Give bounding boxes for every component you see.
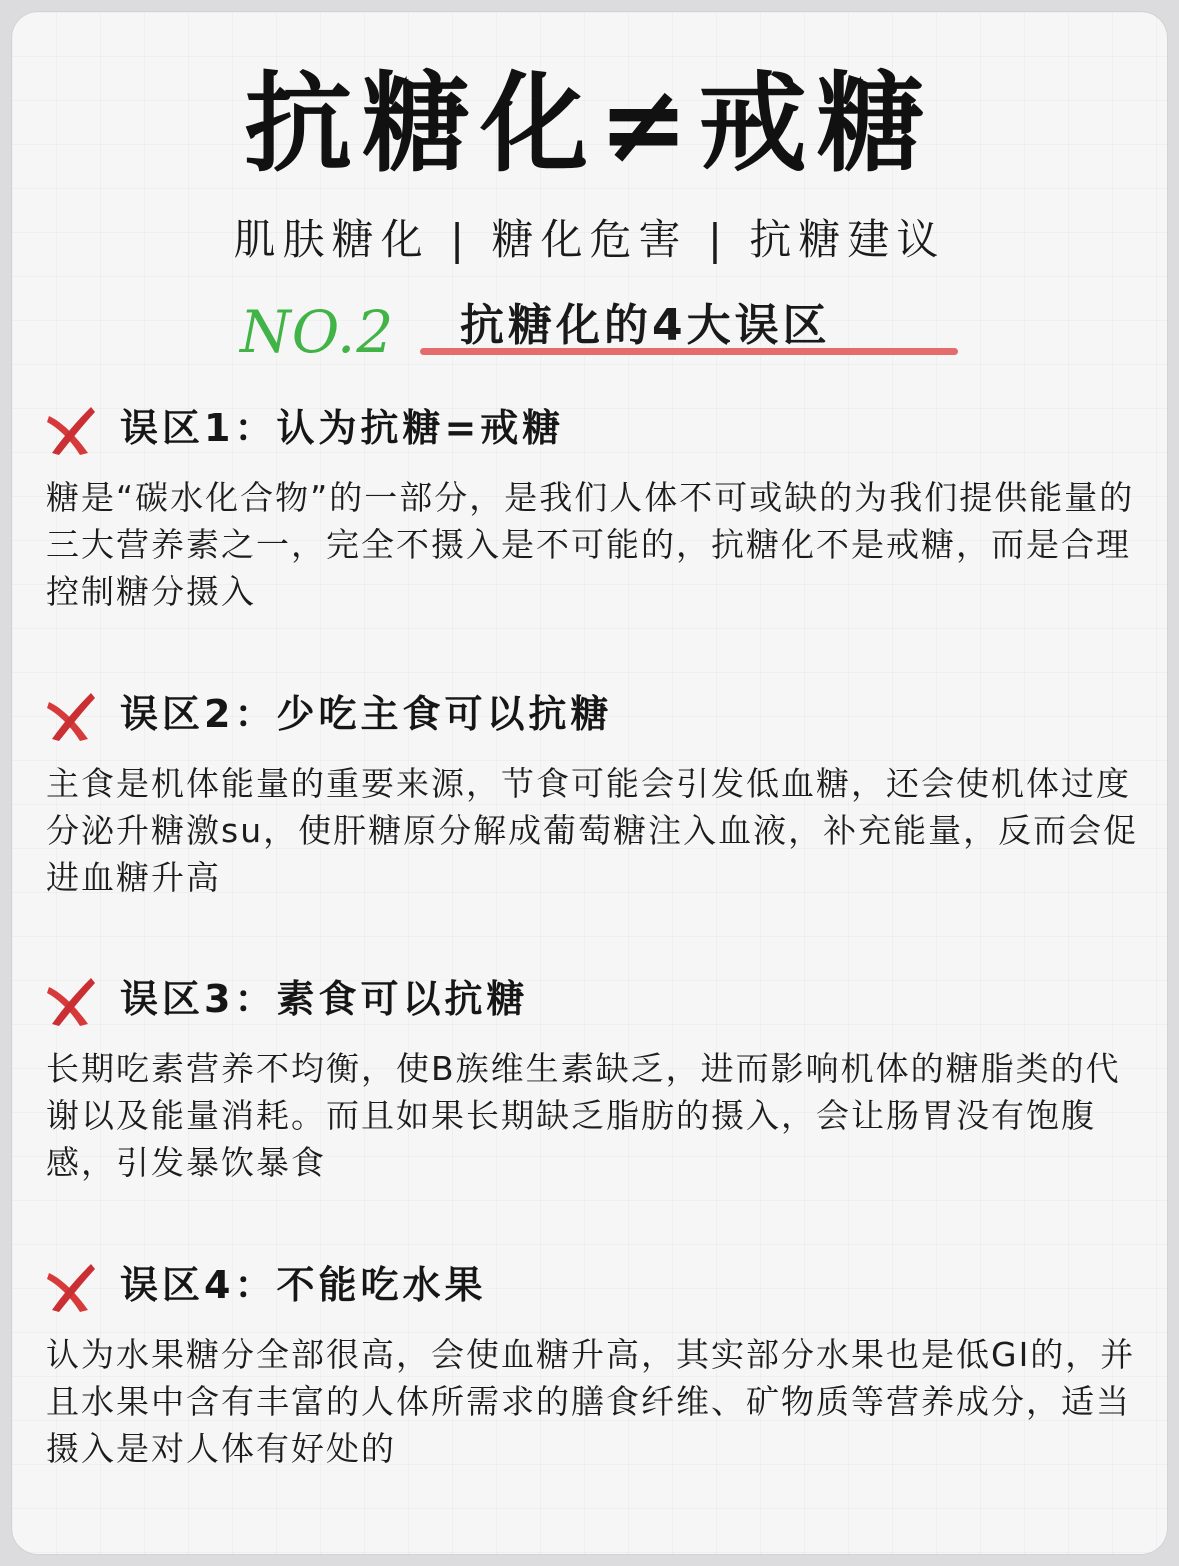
red-x-icon (44, 404, 96, 456)
myth-section-1 (42, 398, 1142, 615)
myth-header (42, 684, 1142, 744)
red-x-icon (44, 1261, 96, 1313)
myth-description: 认为水果糖分全部很高，会使血糖升高，其实部分水果也是低GI的，并且水果中含有丰富的人体所需求的膳食纤维、矿物质等营养成分，适当摄入是对人体有好处的 (46, 1335, 1136, 1468)
myth-section-2 (42, 684, 1142, 901)
myth-description: 糖是“碳水化合物”的一部分，是我们人体不可或缺的为我们提供能量的三大营养素之一，完全不摄入是不可能的，抗糖化不是戒糖，而是合理控制糖分摄入 (46, 478, 1135, 611)
content-card (12, 12, 1167, 1554)
myth-title: 误区2：少吃主食可以抗糖 (120, 692, 613, 736)
page-title: 抗糖化≠戒糖 (244, 62, 935, 187)
myth-title: 误区4：不能吃水果 (120, 1263, 487, 1307)
myth-description: 长期吃素营养不均衡，使B族维生素缺乏，进而影响机体的糖脂类的代谢以及能量消耗。而且如果长期缺乏脂肪的摄入，会让肠胃没有饱腹感，引发暴饮暴食 (46, 1049, 1121, 1182)
section-heading: 抗糖化的4大误区 (460, 300, 831, 351)
myth-header (42, 969, 1142, 1029)
number-label: NO.2 (240, 298, 395, 366)
myth-title: 误区3：素食可以抗糖 (120, 977, 529, 1021)
red-x-icon (44, 690, 96, 742)
myth-section-3 (42, 969, 1142, 1186)
myth-section-4 (42, 1255, 1142, 1472)
page-subtitle: 肌肤糖化 | 糖化危害 | 抗糖建议 (233, 215, 946, 264)
section-heading-row (240, 292, 960, 372)
red-x-icon (44, 975, 96, 1027)
myth-title: 误区1：认为抗糖=戒糖 (120, 406, 565, 450)
myth-header (42, 1255, 1142, 1315)
myth-description: 主食是机体能量的重要来源，节食可能会引发低血糖，还会使机体过度分泌升糖激su，使肝糖原分解成葡萄糖注入血液，补充能量，反而会促进血糖升高 (46, 764, 1139, 897)
myth-header (42, 398, 1142, 458)
